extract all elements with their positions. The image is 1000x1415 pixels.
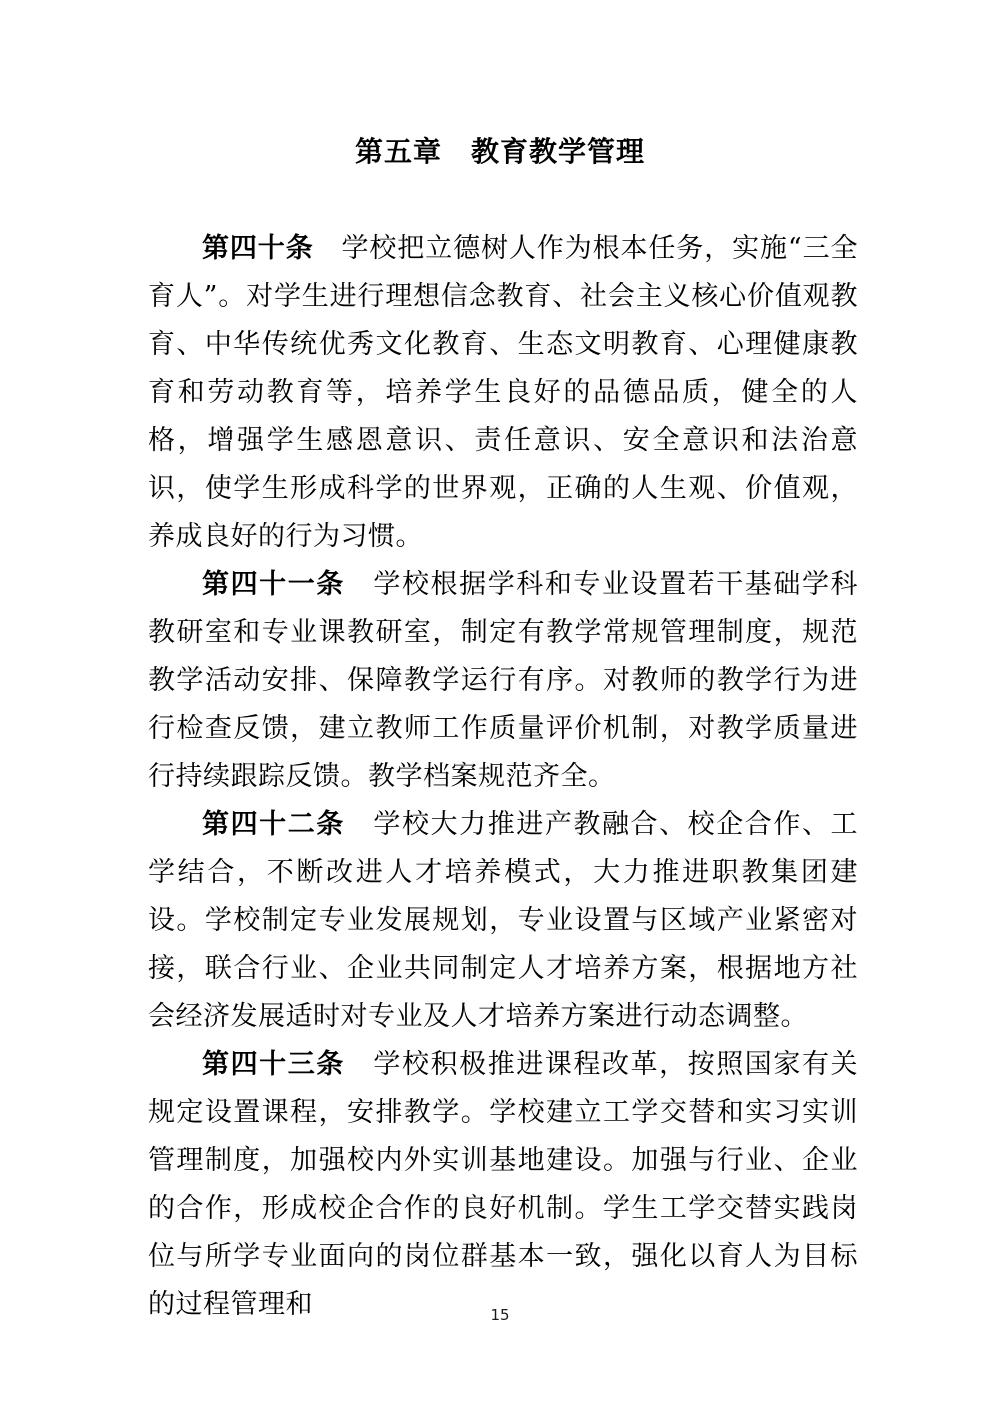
article-40	[148, 225, 858, 561]
article-43-text: 学校积极推进课程改革，按照国家有关规定设置课程，安排教学。学校建立工学交替和实习实训管理制度，加强校内外实训基地建设。加强与行业、企业的合作，形成校企合作的良好机制。学生工学交替实践岗位与所学专业面向的岗位群基本一致，强化以育人为目标的过程管理和	[148, 1049, 859, 1320]
article-42	[148, 801, 858, 1041]
chapter-title: 第五章 教育教学管理	[354, 135, 645, 168]
article-41-text: 学校根据学科和专业设置若干基础学科教研室和专业课教研室，制定有教学常规管理制度，规范教学活动安排、保障教学运行有序。对教师的教学行为进行检查反馈，建立教师工作质量评价机制，对教学质量进行持续跟踪反馈。教学档案规范齐全。	[148, 569, 859, 792]
article-43	[148, 1041, 858, 1329]
page-number: 15	[490, 1306, 510, 1324]
article-43-number: 第四十三条	[202, 1049, 374, 1080]
article-40-number: 第四十条	[202, 233, 342, 264]
document-body	[0, 225, 1000, 1329]
article-41-number: 第四十一条	[202, 569, 374, 600]
article-40-text: 学校把立德树人作为根本任务，实施“三全育人”。对学生进行理想信念教育、社会主义核心价值观教育、中华传统优秀文化教育、生态文明教育、心理健康教育和劳动教育等，培养学生良好的品德品质，健全的人格，增强学生感恩意识、责任意识、安全意识和法治意识，使学生形成科学的世界观，正确的人生观、价值观，养成良好的行为习惯。	[148, 233, 858, 552]
article-41	[148, 561, 858, 801]
article-42-number: 第四十二条	[202, 809, 374, 840]
article-42-text: 学校大力推进产教融合、校企合作、工学结合，不断改进人才培养模式，大力推进职教集团建设。学校制定专业发展规划，专业设置与区域产业紧密对接，联合行业、企业共同制定人才培养方案，根据地方社会经济发展适时对专业及人才培养方案进行动态调整。	[148, 809, 859, 1032]
